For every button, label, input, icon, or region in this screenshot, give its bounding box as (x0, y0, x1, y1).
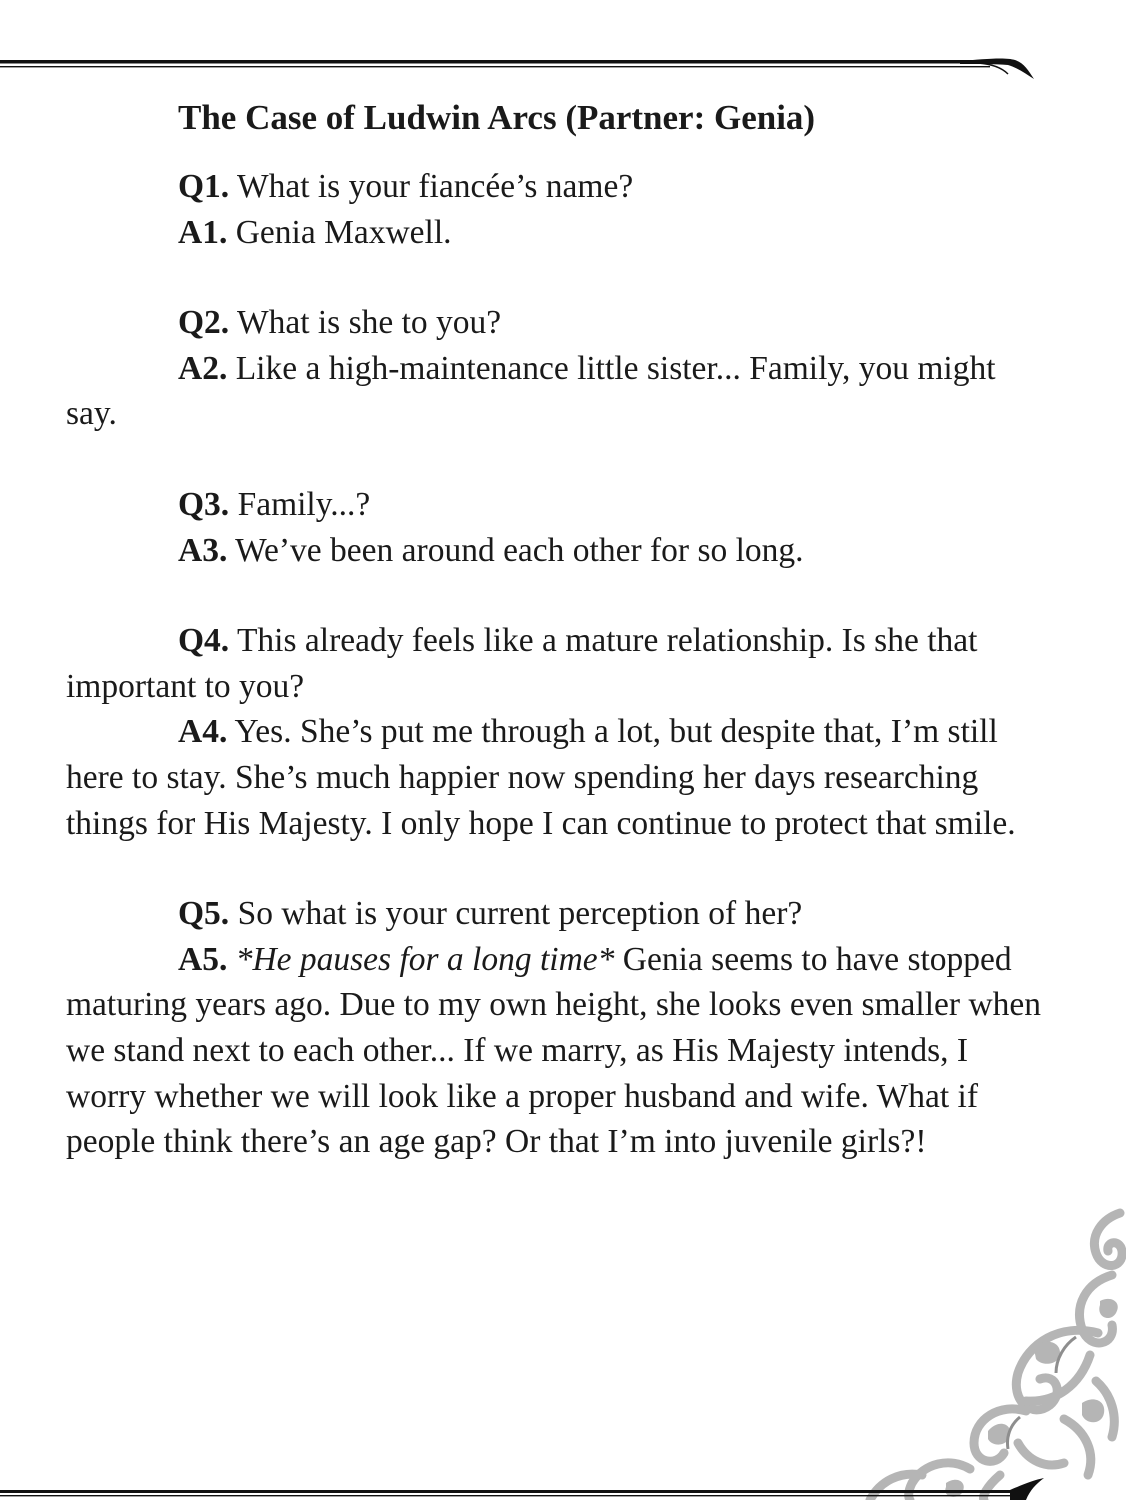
answer-label: A1. (178, 213, 228, 251)
qa-block-1 (66, 164, 1046, 255)
qa-block-3 (66, 482, 1046, 573)
answer-label: A2. (178, 349, 228, 387)
question-1 (66, 164, 1046, 210)
question-label: Q5. (178, 895, 230, 933)
question-text: This already feels like a mature relationship. Is she that important to you? (66, 622, 978, 705)
question-2 (66, 300, 1046, 346)
question-text: What is she to you? (229, 304, 502, 342)
qa-block-5 (66, 891, 1046, 1165)
answer-3 (66, 528, 1046, 574)
document-title: The Case of Ludwin Arcs (Partner: Genia) (178, 98, 816, 137)
question-label: Q4. (178, 622, 230, 660)
document-body (66, 92, 1046, 1165)
answer-label: A3. (178, 531, 228, 569)
qa-block-4 (66, 618, 1046, 846)
answer-text: Like a high-maintenance little sister... Family, you might say. (66, 349, 996, 433)
answer-text: We’ve been around each other for so long. (227, 531, 804, 569)
question-label: Q1. (178, 168, 230, 205)
question-label: Q2. (178, 304, 230, 342)
answer-label: A4. (178, 713, 228, 751)
answer-text: Yes. She’s put me through a lot, but despite that, I’m still here to stay. She’s much happier now spending her days researching things for His Majesty. I only hope I can continue to protect that smile. (66, 713, 1016, 842)
answer-5 (66, 937, 1046, 1165)
answer-2 (66, 346, 1046, 437)
answer-label: A5. (178, 940, 228, 978)
bottom-decorative-rule (0, 1478, 1126, 1500)
answer-4 (66, 709, 1046, 846)
question-text: So what is your current perception of her? (229, 895, 803, 933)
question-3 (66, 482, 1046, 528)
top-decorative-rule (0, 52, 1040, 92)
question-5 (66, 891, 1046, 937)
answer-text: Genia Maxwell. (227, 213, 452, 251)
answer-text: Genia seems to have stopped maturing years ago. Due to my own height, she looks even smaller when we stand next to each other... If we marry, as His Majesty intends, I worry whether we will look like a proper husband and wife. What if people think there’s an age gap? Or that I’m into juvenile girls?! (66, 940, 1042, 1161)
answer-1 (66, 210, 1046, 256)
question-text: What is your fiancée’s name? (229, 168, 634, 205)
question-4 (66, 618, 1046, 709)
qa-block-2 (66, 300, 1046, 437)
question-text: Family...? (229, 485, 371, 523)
stage-direction: *He pauses for a long time* (227, 940, 615, 978)
question-label: Q3. (178, 485, 230, 523)
floral-flourish-ornament (850, 1205, 1126, 1500)
